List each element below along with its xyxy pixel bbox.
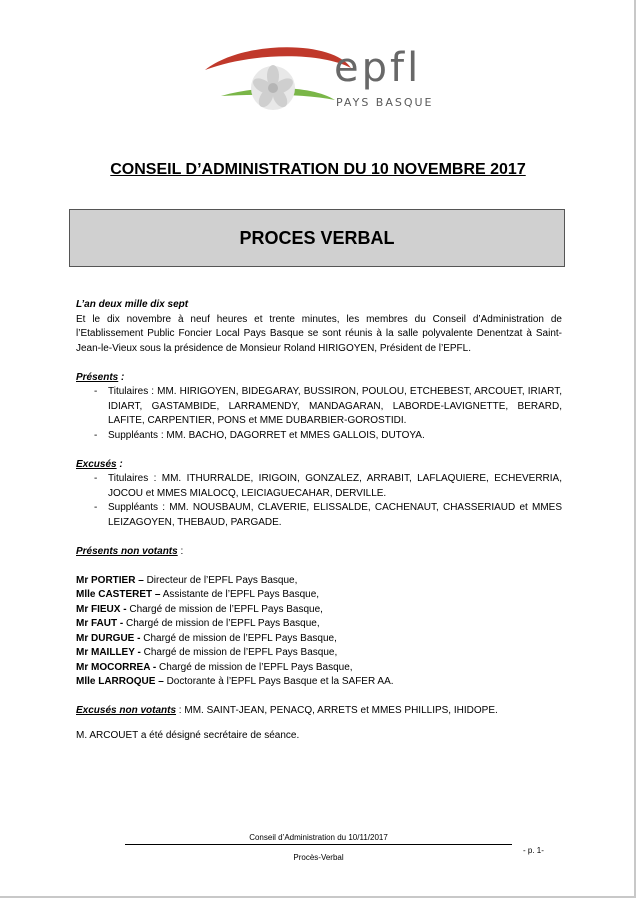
list-item: Mr MAILLEY - Chargé de mission de l’EPFL Pays Basque, — [76, 647, 338, 658]
secretaire-line: M. ARCOUET a été désigné secrétaire de séance. — [76, 729, 300, 741]
list-item: - Suppléants : MM. NOUSBAUM, CLAVERIE, ELISSALDE, CACHENAUT, CHASSERIAUD et MMES LEIZAGOYEN, THEBAUD, PARGADE. — [76, 501, 562, 530]
non-votants-heading: Présents non votants : — [76, 545, 184, 557]
list-item: Mr PORTIER – Directeur de l’EPFL Pays Basque, — [76, 574, 298, 586]
footer-line-1: Conseil d’Administration du 10/11/2017 — [249, 833, 388, 842]
list-item: Mlle LARROQUE – Doctorante à l’EPFL Pays Basque et la SAFER AA. — [76, 676, 394, 687]
logo-wordmark: epfl — [334, 45, 422, 91]
list-item: - Titulaires : MM. HIRIGOYEN, BIDEGARAY, BUSSIRON, POULOU, ETCHEBEST, ARCOUET, IRIART, IDIART, GASTAMBIDE, LARRAMENDY, MANDAGARAN, LABORDE-LAVIGNETTE, BERARD, LAFITE, CARPENTIER, PONS et MME DUBARBIER-GOROSTIDI. — [76, 385, 562, 429]
list-item: Mr FAUT - Chargé de mission de l’EPFL Pays Basque, — [76, 618, 320, 629]
list-item: - Titulaires : MM. ITHURRALDE, IRIGOIN, GONZALEZ, ARRABIT, LAFLAQUIERE, ECHEVERRIA, JOCOU et MMES MIALOCQ, LEICIAGUECAHAR, DERVILLE. — [76, 472, 562, 501]
list-item: Mr MOCORREA - Chargé de mission de l’EPFL Pays Basque, — [76, 661, 353, 673]
logo-subtitle: PAYS BASQUE — [336, 96, 434, 109]
list-item: Mr DURGUE - Chargé de mission de l’EPFL Pays Basque, — [76, 632, 337, 644]
footer-line-2: Procès-Verbal — [293, 853, 344, 862]
list-item: Mr FIEUX - Chargé de mission de l’EPFL Pays Basque, — [76, 603, 323, 615]
excuses-non-votants: Excusés non votants : MM. SAINT-JEAN, PENACQ, ARRETS et MMES PHILLIPS, IHIDOPE. — [76, 705, 498, 716]
proces-verbal-label: PROCES VERBAL — [239, 227, 395, 248]
proces-verbal-box — [69, 209, 565, 267]
presents-list — [76, 385, 562, 443]
non-votants-list — [76, 574, 562, 690]
intro-heading: L’an deux mille dix sept — [76, 299, 189, 310]
excuses-heading: Excusés : — [76, 458, 123, 470]
excuses-list — [76, 472, 562, 530]
list-item: Mlle CASTERET – Assistante de l’EPFL Pays Basque, — [76, 589, 320, 600]
page-number: - p. 1- — [523, 846, 544, 855]
intro-paragraph: Et le dix novembre à neuf heures et trente minutes, les membres du Conseil d’Administration de l’Etablissement Public Foncier Local Pays Basque se sont réunis à la salle polyvalente Denentzat à Saint-Jean-le-Vieux sous la présidence de Monsieur Roland HIRIGOYEN, Président de l’EPFL. — [76, 313, 562, 354]
footer-text — [125, 833, 512, 863]
list-item: - Suppléants : MM. BACHO, DAGORRET et MMES GALLOIS, DUTOYA. — [76, 429, 562, 444]
document-title: CONSEIL D’ADMINISTRATION DU 10 NOVEMBRE 2017 — [110, 161, 526, 178]
presents-heading: Présents : — [76, 371, 125, 383]
document-body — [76, 298, 562, 743]
